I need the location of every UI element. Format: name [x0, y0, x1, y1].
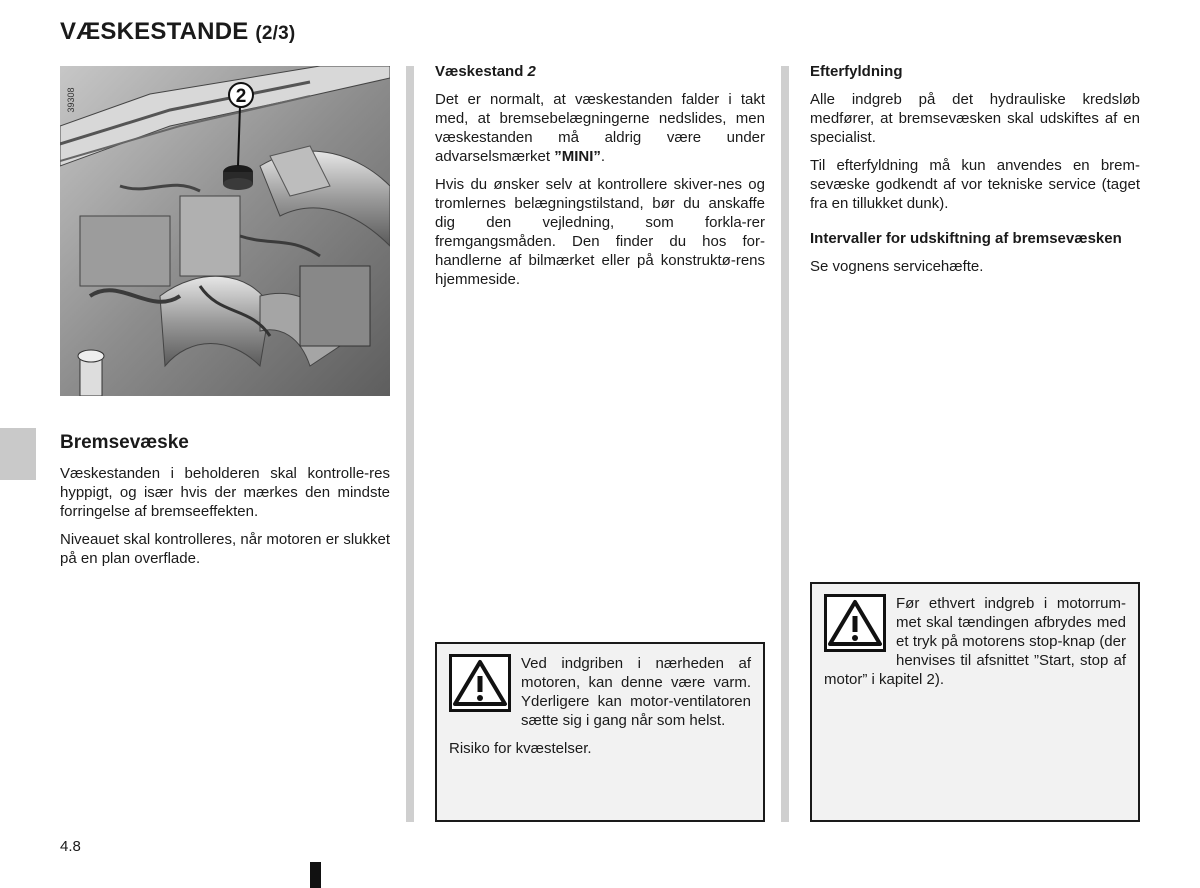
column-divider-right	[781, 66, 789, 822]
replacement-interval-heading: Intervaller for udskiftning af bremsevæsken	[810, 230, 1122, 247]
page-title-main: VÆSKESTANDE	[60, 18, 249, 45]
fluid-level-heading-text: Væskestand	[435, 63, 528, 80]
page-title	[60, 18, 295, 46]
column-divider-left	[406, 66, 414, 822]
image-code: 39308	[66, 87, 76, 113]
paragraph: Til efterfyldning må kun anvendes en brem-sevæske godkendt af vor tekniske service (taget fra en tillukket dunk).	[810, 157, 1140, 212]
right-column	[810, 62, 1140, 285]
paragraph: Se vognens servicehæfte.	[810, 258, 984, 275]
paragraph: Niveauet skal kontrolleres, når motoren er slukket på en plan overflade.	[60, 531, 390, 567]
warning-triangle-icon	[824, 594, 886, 652]
left-column	[60, 432, 390, 577]
page-title-suffix: (2/3)	[255, 23, 296, 44]
paragraph	[435, 90, 765, 166]
paragraph: Væskestanden i beholderen skal kontrolle-res hyppigt, og især hvis der mærkes den mindste forringelse af bremseeffekten.	[60, 465, 390, 520]
paragraph-text-end: .	[600, 148, 606, 165]
warning-box-ignition	[810, 582, 1140, 822]
paragraph: Hvis du ønsker selv at kontrollere skiver-nes og tromlernes belægningstilstand, bør du anskaffe dig den vejledning, som forkla-rer fremgangsmåden. Den finder du hos for-handlerne af bilmærket eller på konstruktø-rens hjemmeside.	[435, 176, 765, 288]
middle-column	[435, 62, 765, 298]
warning-text: Før ethvert indgreb i motorrum-met skal tændingen afbrydes med et tryk på motorens stop-knap (der henvises til afsnittet ”Start, stop af motor” i kapitel 2).	[824, 595, 1126, 688]
print-mark	[310, 862, 321, 888]
engine-bay-illustration	[60, 66, 390, 396]
fluid-level-heading	[435, 62, 765, 81]
warning-box-hot-engine	[435, 642, 765, 822]
chapter-tab	[0, 428, 36, 480]
warning-triangle-icon	[449, 654, 511, 712]
section-heading-brake-fluid: Bremsevæske	[60, 432, 189, 453]
engine-bay-photo	[60, 66, 390, 396]
warning-risk-text: Risiko for kvæstelser.	[449, 740, 592, 757]
warning-text: Ved indgriben i nærheden af motoren, kan denne være varm. Yderligere kan motor-ventilatoren sætte sig i gang når som helst.	[521, 655, 751, 729]
callout-number: 2	[235, 86, 247, 107]
refill-heading: Efterfyldning	[810, 63, 903, 80]
paragraph: Alle indgreb på det hydrauliske kredsløb medfører, at bremsevæsken skal udskiftes af en specialist.	[810, 91, 1140, 146]
fluid-level-heading-number: 2	[527, 63, 536, 80]
page-number: 4.8	[60, 838, 81, 855]
paragraph-text: Det er normalt, at væskestanden falder i takt med, at bremsebelægningerne nedslides, men væskestanden må aldrig være under advarselsmærket	[435, 91, 765, 165]
mini-mark-label: ”MINI”	[554, 148, 601, 165]
